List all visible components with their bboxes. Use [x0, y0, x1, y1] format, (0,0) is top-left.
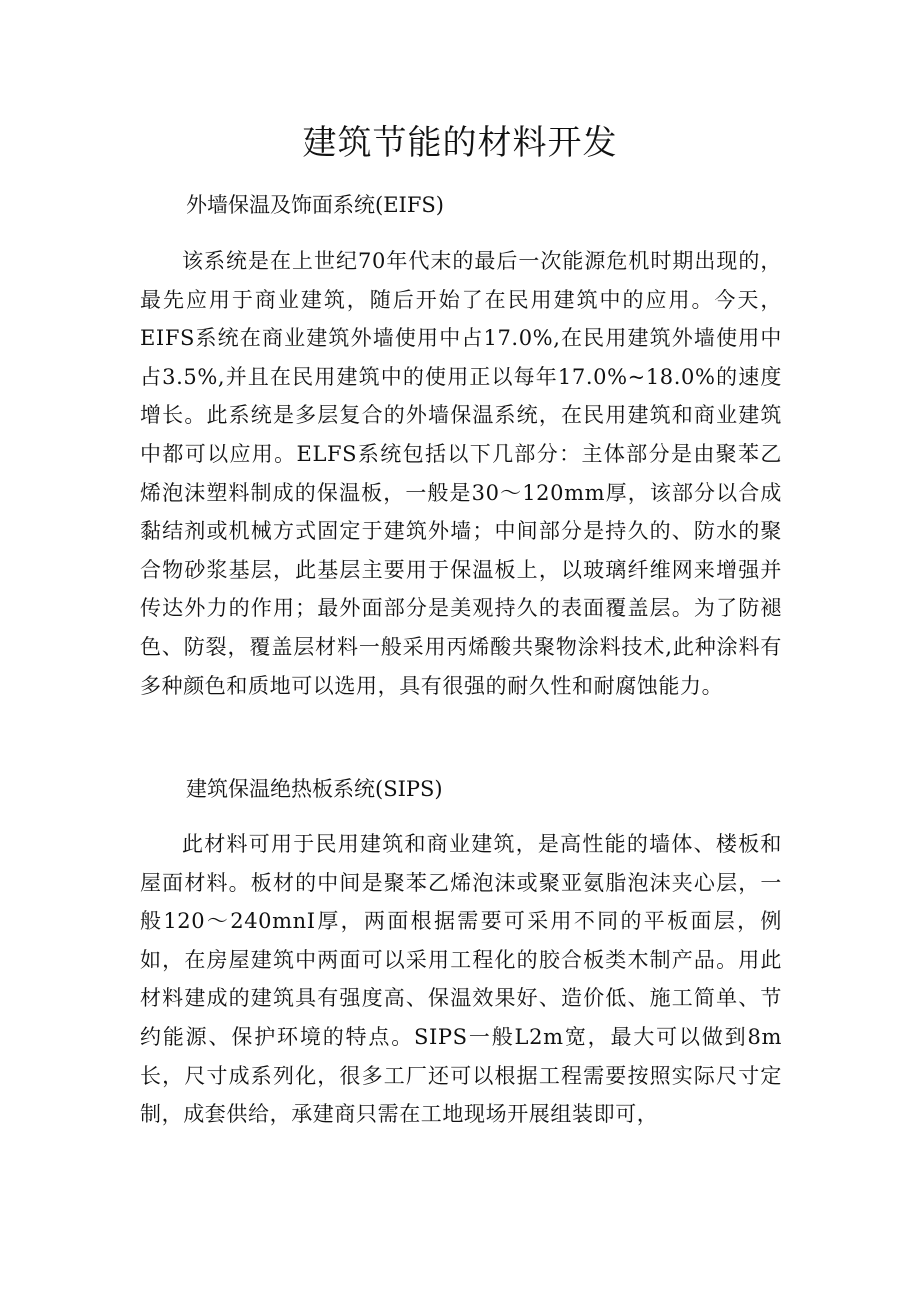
document-title: 建筑节能的材料开发 [302, 123, 618, 163]
section-paragraph-eifs: 该系统是在上世纪70年代末的最后一次能源危机时期出现的，最先应用于商业建筑，随后开始了在民用建筑中的应用。今天，EIFS系统在商业建筑外墙使用中占17.0%,在民用建筑外墙使用中占3.5%,并且在民用建筑中的使用正以每年17.0%~18.0%的速度增长。此系统是多层复合的外墙保温系统，在民用建筑和商业建筑中都可以应用。ELFS系统包括以下几部分：主体部分是由聚苯乙烯泡沫塑料制成的保温板，一般是30～120mm厚，该部分以合成黏结剂或机械方式固定于建筑外墙；中间部分是持久的、防水的聚合物砂浆基层，此基层主要用于保温板上，以玻璃纤维网来增强并传达外力的作用；最外面部分是美观持久的表面覆盖层。为了防褪色、防裂，覆盖层材料一般采用丙烯酸共聚物涂料技术,此种涂料有多种颜色和质地可以选用，具有很强的耐久性和耐腐蚀能力。 [140, 249, 782, 698]
section-heading-sips: 建筑保温绝热板系统(SIPS) [186, 777, 443, 801]
section-paragraph-sips: 此材料可用于民用建筑和商业建筑，是高性能的墙体、楼板和屋面材料。板材的中间是聚苯乙烯泡沫或聚亚氨脂泡沫夹心层，一般120～240mnI厚，两面根据需要可采用不同的平板面层，例如，在房屋建筑中两面可以采用工程化的胶合板类木制产品。用此材料建成的建筑具有强度高、保温效果好、造价低、施工简单、节约能源、保护环境的特点。SIPS一般L2m宽，最大可以做到8m长，尺寸成系列化，很多工厂还可以根据工程需要按照实际尺寸定制，成套供给，承建商只需在工地现场开展组装即可， [140, 832, 782, 1127]
section-heading-eifs: 外墙保温及饰面系统(EIFS) [186, 193, 444, 217]
